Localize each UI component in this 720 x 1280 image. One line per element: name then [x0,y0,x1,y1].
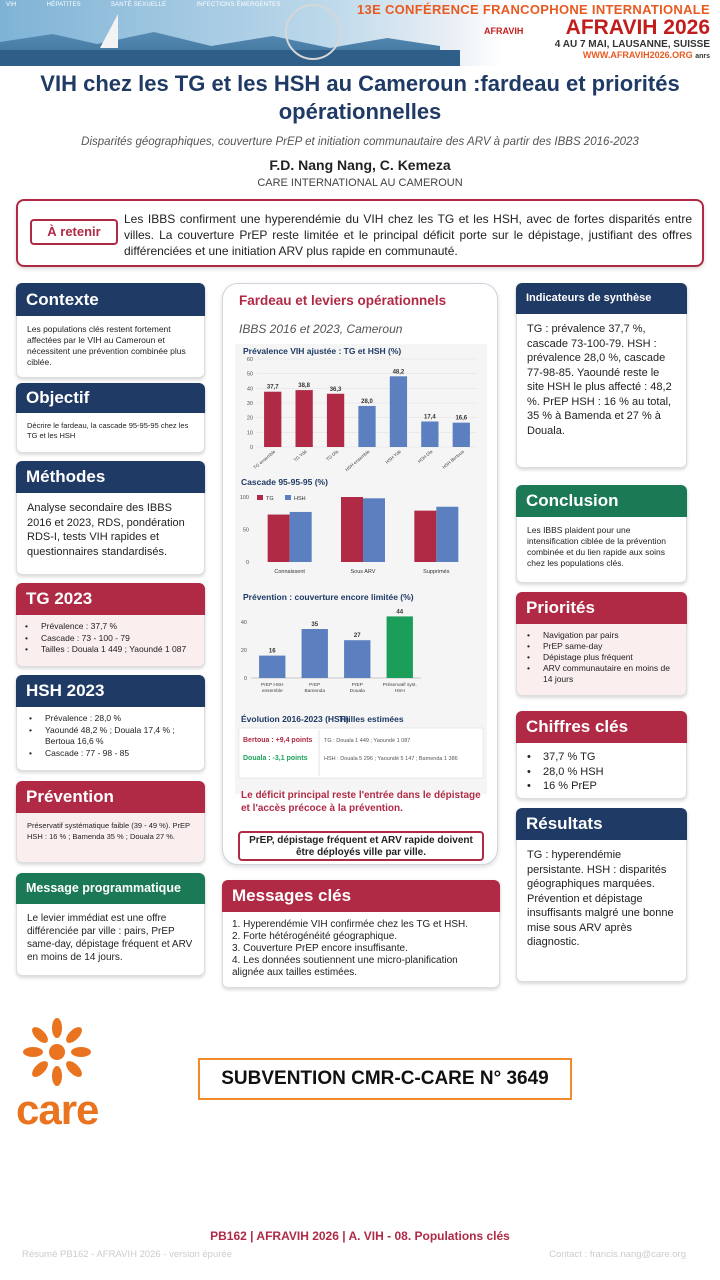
objectif-body [16,413,205,453]
chart1-ytick: 10 [246,430,253,437]
chart1-data-label: 28,0 [361,398,373,405]
chart1-xtick: TG ensemble [252,448,277,471]
list-item: • 37,7 % TG [523,750,680,765]
chart1-xtick: HSH ensemble [344,448,371,473]
conference-info [357,2,710,60]
conference-banner [0,0,720,66]
chart2-legend-label: HSH [294,496,306,502]
chart3-data-label: 16 [268,648,276,655]
chart1-ytick: 30 [246,401,253,407]
poster-subtitle: Disparités géographiques, couverture PrEP et initiation communautaire des ARV à partir des IBBS 2016-2023 [81,136,639,148]
list-item: • Cascade : 73 - 100 - 79 [21,633,200,645]
center-callout: PrEP, dépistage fréquent et ARV rapide doivent être déployés ville par ville. [238,831,484,861]
tg2023-body [16,615,205,667]
chiffres-header: Chiffres clés [516,711,687,743]
list-item: • Cascade : 77 - 98 - 85 [25,748,196,760]
chart1-ytick: 50 [246,371,253,378]
message-item: 4. Les données soutiennent une micro-planification alignée aux tailles estimées. [232,955,458,978]
chart1-ytick: 60 [246,357,253,363]
list-item: • Prévalence : 28,0 % [25,713,196,725]
priorites-header: Priorités [516,592,687,624]
organization: CARE INTERNATIONAL AU CAMEROUN [257,177,463,189]
chart2-bar [268,515,290,562]
priorites-body [516,624,687,696]
chart2-legend-swatch [285,495,291,500]
chart3-xtick: Préservatif syst. [382,683,417,688]
indicateurs-text: TG : prévalence 37,7 %, cascade 73-100-79. HSH : prévalence 28,0 %, cascade 77-98-85. Yaoundé reste le site HSH le plus affecté : 48,2 %. PrEP HSH : 16 % au total, 35 % à Bamenda et 27 % à Douala. [527,323,672,437]
contexte-body [16,316,205,378]
footer-reference: PB162 | AFRAVIH 2026 | A. VIH - 08. Populations clés [210,1229,510,1243]
chart1-bar [390,376,407,447]
chart3-bar [387,616,413,678]
chart2-legend-swatch [257,495,263,500]
conclusion-body [516,517,687,583]
chart3-data-label: 27 [353,633,361,640]
partner-logo: anrs [695,53,710,60]
chart2-xtick: Supprimés [423,569,450,575]
charts-svg [235,344,487,794]
methodes-text: Analyse secondaire des IBBS 2016 et 2023, RDS, pondération RDS-I, tests VIH rapides et questionnaires standardisés. [27,502,185,558]
message-text: Le levier immédiat est une offre différenciée par ville : pairs, PrEP same-day, dépistage fréquent et ARV en moins de 14 jours. [27,913,193,963]
chart3-data-label: 44 [396,609,404,616]
chart1-bar [264,392,281,447]
chart2-title: Cascade 95-95-95 (%) [241,477,328,487]
contexte-text: Les populations clés restent fortement affectées par le VIH au Cameroun et nécessitent une prévention combinée plus ciblée. [27,324,186,367]
prevention-text: Préservatif systématique faible (39 - 49 %). PrEP HSH : 16 % ; Bamenda 35 % ; Douala 27 %. [27,821,190,841]
chart1-bar [296,390,313,447]
objectif-text: Décrire le fardeau, la cascade 95-95-95 chez les TG et les HSH [27,421,189,440]
chart1-bar [453,423,470,447]
methodes-header: Méthodes [16,461,205,493]
resultats-header: Résultats [516,808,687,840]
chart2-bar [341,497,363,562]
chart1-ytick: 40 [246,386,253,393]
chart1-xtick: TG Ydé [292,448,308,463]
chart1-bar [327,394,344,447]
key-takeaway-box [16,199,704,267]
chart3-xtick: ensemble [261,689,283,694]
message-item: 3. Couverture PrEP encore insuffisante. [232,943,408,954]
banner-topics [6,2,281,8]
poster-title: VIH chez les TG et les HSH au Cameroun :fardeau et priorités opérationnelles [40,71,680,124]
table-title-2: Tailles estimées [339,714,404,724]
sailboat-icon [100,14,118,48]
logo-circle-icon [285,4,341,60]
footer-summary: Résumé PB162 - AFRAVIH 2026 - version épurée [22,1249,232,1260]
chart1-ytick: 0 [249,445,253,451]
resultats-body [516,840,687,982]
center-title: Fardeau et leviers opérationnels [239,293,447,308]
list-item: • 28,0 % HSH [523,765,680,780]
list-item: • Prévalence : 37,7 % [21,621,200,633]
chart3-xtick: PrEP [309,683,321,688]
chart3-bar [302,629,328,678]
chart2-legend-label: TG [266,496,274,502]
hsh2023-body [16,707,205,771]
table-cell-left: Bertoua : +9,4 points [243,737,313,744]
center-note: Le déficit principal reste l'entrée dans le dépistage et l'accès précoce à la prévention. [241,790,481,814]
topic-label: INFECTIONS ÉMERGENTES [196,2,281,8]
indicateurs-body [516,314,687,468]
list-item: • Tailles : Douala 1 449 ; Yaoundé 1 087 [21,644,200,656]
chart3-ytick: 0 [243,676,247,682]
chart1-data-label: 37,7 [266,384,279,391]
list-item: • Navigation par pairs [523,630,680,641]
resultats-text: TG : hyperendémie persistante. HSH : disparités géographiques marquées. Prévention et dépistage insuffisants malgré une bonne mise sous ARV après diagnostic. [527,849,674,948]
conference-url[interactable]: WWW.AFRAVIH2026.ORG anrs [582,50,710,60]
chart2-bar [414,511,436,562]
care-logo-icon [14,1016,100,1088]
table-frame [239,728,483,778]
chiffres-body [516,743,687,799]
chart3-ytick: 20 [240,648,247,654]
conclusion-header: Conclusion [516,485,687,517]
chart3-bar [344,640,370,678]
care-logo-text: care [16,1086,99,1133]
chart1-bar [421,421,438,447]
chart3-xtick: Douala [349,689,365,694]
list-item: • Yaoundé 48,2 % ; Douala 17,4 % ; Bertoua 16,6 % [25,725,196,748]
chart1-title: Prévalence VIH ajustée : TG et HSH (%) [243,346,402,356]
ribbon-label: AFRAVIH [484,26,524,36]
topic-label: HÉPATITES [46,2,81,8]
chart1-ytick: 20 [246,415,253,422]
list-item: • PrEP same-day [523,641,680,652]
messages-header: Messages clés [222,880,500,912]
table-cell-right: TG : Douala 1 449 ; Yaoundé 1 087 [324,738,411,744]
list-item: • Dépistage plus fréquent [523,652,680,663]
chart3-xtick: PrEP HSH [260,683,284,688]
table-title: Évolution 2016-2023 (HSH) [241,714,349,724]
chart1-data-label: 16,6 [455,415,468,422]
key-takeaway-tag: À retenir [30,219,118,245]
topic-label: SANTÉ SEXUELLE [110,2,167,8]
chart1-data-label: 17,4 [424,414,436,421]
conference-name: AFRAVIH 2026 [565,16,710,39]
chart1-data-label: 36,3 [329,386,342,393]
footer-contact[interactable]: Contact : francis.nang@care.org [549,1249,686,1260]
charts-area [235,344,487,794]
center-subtitle: IBBS 2016 et 2023, Cameroun [239,322,403,336]
chart1-xtick: HSH Bertoua [441,448,465,470]
prevention-body [16,813,205,863]
conference-dates: 4 AU 7 MAI, LAUSANNE, SUISSE [554,39,710,50]
chart3-xtick: HSH [394,689,405,694]
list-item: • 16 % PrEP [523,779,680,794]
list-item: • ARV communautaire en moins de 14 jours [523,663,680,685]
chart3-xtick: Bamenda [304,689,326,694]
chart3-xtick: PrEP [351,683,363,688]
chart2-xtick: Connaissent [274,569,305,575]
message-item: 2. Forte hétérogénéité géographique. [232,931,398,942]
chart1-xtick: TG Dla [325,448,340,462]
chart1-xtick: HSH Ydé [384,448,403,465]
table-cell-right: HSH : Douala 5 296 ; Yaoundé 5 147 ; Bamenda 1 386 [324,756,458,762]
prevention-header: Prévention [16,781,205,813]
chart2-ytick: 50 [242,527,249,534]
chart2-bar [290,512,312,562]
chart3-title: Prévention : couverture encore limitée (%) [243,592,414,602]
objectif-header: Objectif [16,383,205,413]
tg2023-header: TG 2023 [16,583,205,615]
topic-label: VIH [6,2,17,8]
chart3-bar [259,656,285,678]
chart2-ytick: 0 [245,560,249,566]
message-item: 1. Hyperendémie VIH confirmée chez les TG et HSH. [232,919,469,930]
table-cell-left: Douala : -3,1 points [243,755,308,762]
grant-box: SUBVENTION CMR-C-CARE N° 3649 [198,1058,572,1100]
chart2-xtick: Sous ARV [350,569,376,575]
contexte-header: Contexte [16,283,205,316]
center-panel [222,283,498,865]
authors: F.D. Nang Nang, C. Kemeza [269,157,451,173]
chart1-bar [358,406,375,447]
chart2-bar [363,498,385,562]
chart3-data-label: 35 [311,622,319,628]
chart1-data-label: 48,2 [392,369,405,376]
chart1-xtick: HSH Dla [416,448,434,465]
chart2-ytick: 100 [239,495,249,501]
messages-body [222,912,500,988]
methodes-body [16,493,205,575]
chart3-ytick: 40 [240,620,247,626]
message-header: Message programmatique [16,873,205,904]
conference-edition: 13E CONFÉRENCE FRANCOPHONE INTERNATIONALE [357,2,710,17]
conclusion-text: Les IBBS plaident pour une intensification ciblée de la prévention combinée et du lien rapide aux soins chez les populations clés. [527,525,666,568]
chart2-bar [436,507,458,562]
indicateurs-header: Indicateurs de synthèse [516,283,687,314]
hsh2023-header: HSH 2023 [16,675,205,707]
message-body [16,904,205,976]
chart1-data-label: 38,8 [298,383,310,390]
key-takeaway-text: Les IBBS confirment une hyperendémie du VIH chez les TG et les HSH, avec de fortes disparités entre villes. La couverture PrEP reste limitée et le principal déficit porte sur le dépistage, justifiant des offres différenciées et une initiation ARV plus rapide en communauté. [124,212,692,258]
